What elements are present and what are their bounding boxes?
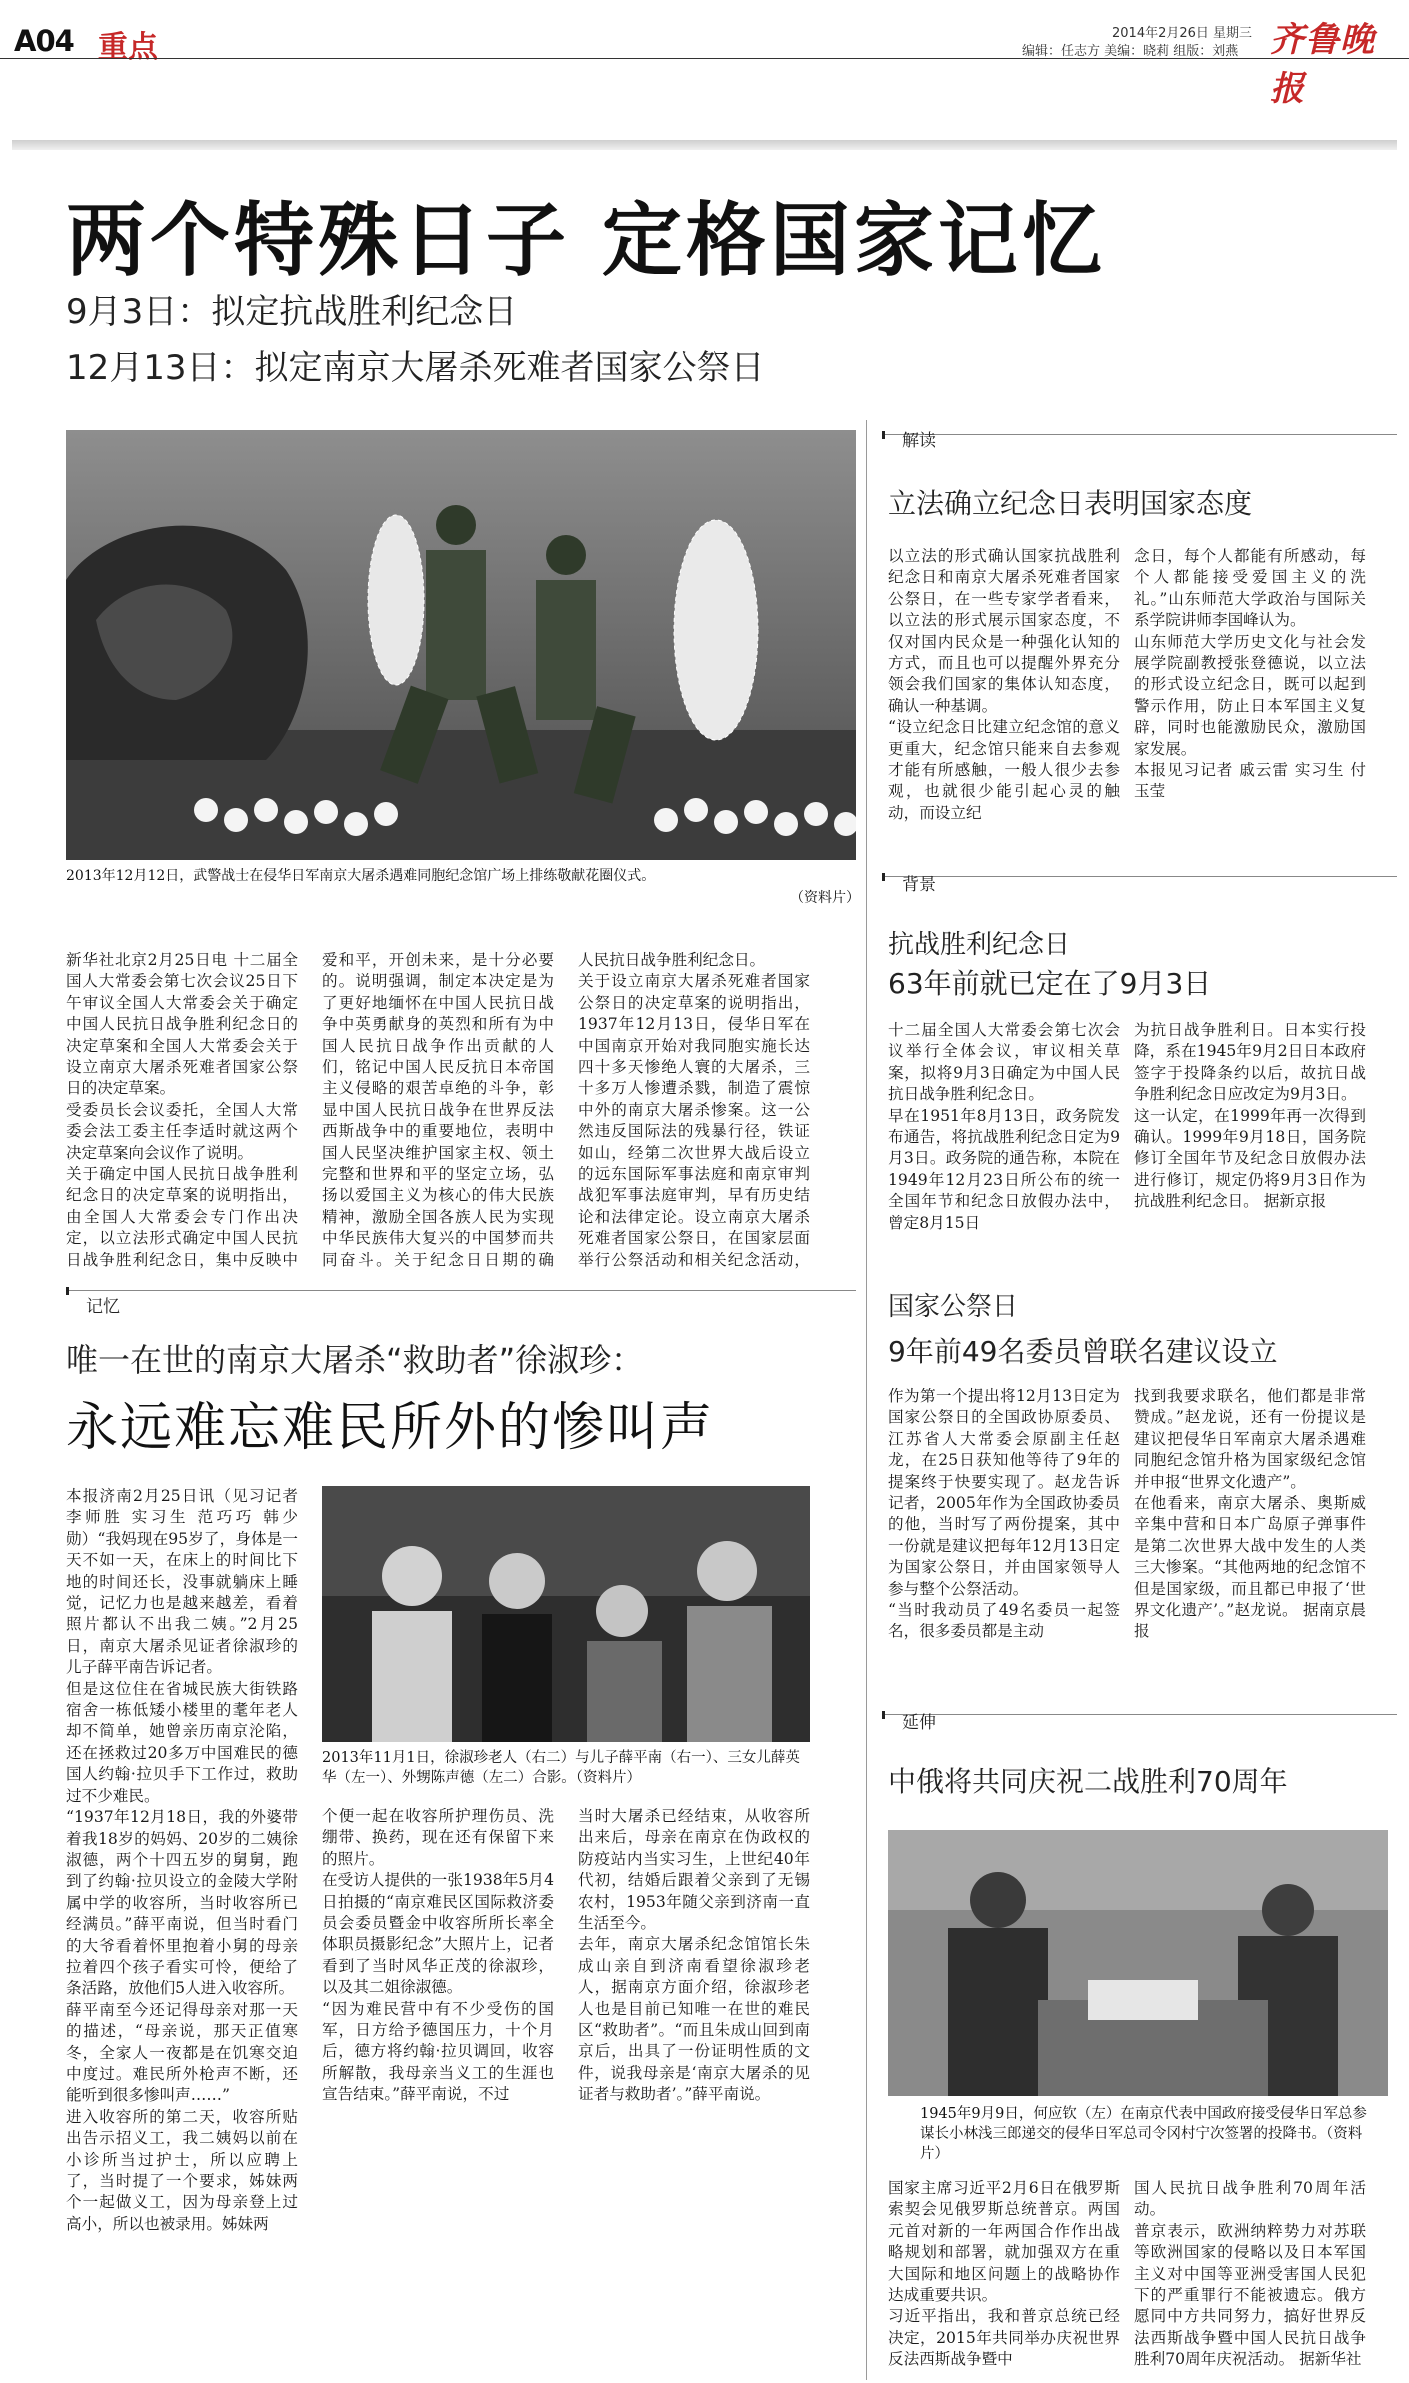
brand-logo: 齐鲁晚报	[1270, 20, 1375, 109]
memory-col-2: 个便一起在收容所护理伤员、洗绷带、换药，现在还有保留下来的照片。 在受访人提供的一张1938年5月4日拍摄的“南京难民区国际救济委员会委员暨金中收容所所长率全体职员摄影纪念”大照片上，记者看到了当时风华正茂的徐淑珍，以及其二姐徐淑德。 “因为难民营中有不少受伤的国军，日方给予德国压力，十个月后，德方将约翰·拉贝调回，收容所解散，我母亲当义工的生涯也宣告结束。”薛平南说，不过	[322, 1807, 554, 2104]
header-shadow-bar	[12, 140, 1397, 150]
memory-col-1: 本报济南2月25日讯（见习记者 李师胜 实习生 范巧巧 韩少勋）“我妈现在95岁了，身体是一天不如一天，在床上的时间比下地的时间还长，没事就躺床上睡觉，记忆力也是越来越差，看着照片都认不出我二姨。”2月25日，南京大屠杀见证者徐淑珍的儿子薛平南告诉记者。 但是这位住在省城民族大街铁路宿舍一栋低矮小楼里的耄年老人却不简单，她曾亲历南京沦陷，还在拯救过20多万中国难民的德国人约翰·拉贝手下工作过，救助过不少难民。 “1937年12月18日，我的外婆带着我18岁的妈妈、20岁的二姨徐淑德，两个十四五岁的舅舅，跑到了约翰·拉贝设立的金陵大学附属中学的收容所，当时收容所已经满员。”薛平南说，但当时看门的大爷看着怀里抱着小舅的母亲拉着四个孩子看实可怜，便给了条活路，放他们5人进入收容所。 薛平南至今还记得母亲对那一天的描述，“母亲说，那天正值寒冬，全家人一夜都是在饥寒交迫中度过。难民所外枪声不断，还能听到很多惨叫声……” 进入收容所的第二天，收容所贴出告示招义工，我二姨妈以前在小诊所当过护士，所以应聘上了，当时提了一个要求，姊妹两个一起做义工，因为母亲登上过高小，所以也被录用。姊妹两	[66, 1487, 298, 2233]
main-story-col-1: 新华社北京2月25日电 十二届全国人大常委会第七次会议25日下午审议全国人大常委会关于确定中国人民抗日战争胜利纪念日的决定草案和全国人大常委会关于设立南京大屠杀死难者国家公祭日的决定草案。 受委员长会议委托，全国人大常委会法工委主任李适时就这两个决定草案向会议作了说明。 关于确定中国人民抗日战争胜利纪念日的决定草案的说明指出，由全国人大常委会专门作出决定，以立法形式确定中国人民抗日战争胜利纪念日，集中反映中	[66, 951, 298, 1269]
main-story-col-2: 爱和平，开创未来，是十分必要的。说明强调，制定本决定是为了更好地缅怀在中国人民抗日战争中英勇献身的英烈和所有为中国人民抗日战争作出贡献的人们，铭记中国人民反抗日本帝国主义侵略的艰苦卓绝的斗争，彰显中国人民抗日战争在世界反法西斯战争中的重要地位，表明中国人民坚决维护国家主权、领土完整和世界和平的坚定立场，弘扬以爱国主义为核心的伟大民族精神，激励全国各族人民为实现中华民族伟大复兴的中国梦而共同奋斗。关于纪念日日期的确	[322, 951, 554, 1269]
memory-tag: 记忆	[86, 1297, 120, 1317]
surrender-ceremony-photo	[888, 1830, 1388, 2096]
memorial-kicker: 国家公祭日	[888, 1292, 1019, 1322]
reading-rule	[882, 434, 1397, 435]
background-col-1: 十二届全国人大常委会第七次会议举行全体会议，审议相关草案，拟将9月3日确定为中国人民抗日战争胜利纪念日。 早在1951年8月13日，政务院发布通告，将抗战胜利纪念日定为9月3日。政务院的通告称，本院在1949年12月23日所公布的统一全国年节和纪念日放假办法中，曾定8月15日	[888, 1021, 1120, 1232]
extension-col-2: 国人民抗日战争胜利70周年活动。 普京表示，欧洲纳粹势力对苏联等欧洲国家的侵略以及日本军国主义对中国等亚洲受害国人民犯下的严重罪行不能被遗忘。俄方愿同中方共同努力，搞好世界反法西斯战争暨中国人民抗日战争胜利70周年庆祝活动。 据新华社	[1134, 2179, 1366, 2369]
memorial-headline: 9年前49名委员曾联名建议设立	[888, 1335, 1278, 1368]
photo1-credit: （资料片）	[790, 890, 860, 906]
memory-col-3: 当时大屠杀已经结束，从收容所出来后，母亲在南京在伪政权的防疫站内当实习生，上世纪40年代初，结婚后跟着父亲到了无锡农村，1953年随父亲到济南一直生活至今。 去年，南京大屠杀纪念馆馆长朱成山亲自到济南看望徐淑珍老人，据南京方面介绍，徐淑珍老人也是目前已知唯一在世的难民区“救助者”。“而且朱成山回到南京后，出具了一份证明性质的文件，说我母亲是‘南京大屠杀的见证者与救助者’。”薛平南说。	[578, 1807, 810, 2104]
editor-credits: 编辑：任志方 美编：晓莉 组版：刘燕	[1022, 44, 1239, 59]
family-photo-caption: 2013年11月1日，徐淑珍老人（右二）与儿子薛平南（右一）、三女儿薛英华（左一）、外甥陈声德（左二）合影。（资料片）	[322, 1750, 800, 1786]
memorial-col-2: 找到我要求联名，他们都是非常赞成。”赵龙说，还有一份提议是建议把侵华日军南京大屠杀遇难同胞纪念馆升格为国家级纪念馆并申报“世界文化遗产”。 在他看来，南京大屠杀、奥斯威辛集中营和日本广岛原子弹事件是第二次世界大战中发生的人类三大惨案。“其他两地的纪念馆不但是国家级，而且都已申报了‘世界文化遗产’。”赵龙说。 据南京晨报	[1134, 1387, 1366, 1641]
masthead-rule	[0, 58, 1409, 59]
extension-tag: 延伸	[902, 1713, 936, 1733]
memory-rule	[66, 1290, 856, 1291]
page-number: A04	[14, 24, 74, 58]
deck-line-1: 9月3日：拟定抗战胜利纪念日	[66, 292, 518, 332]
reading-col-2: 念日，每个人都能有所感动，每个人都能接受爱国主义的洗礼。”山东师范大学政治与国际关系学院讲师李国峰认为。 山东师范大学历史文化与社会发展学院副教授张登德说，以立法的形式设立纪念日，既可以起到警示作用，防止日本军国主义复辟，同时也能激励民众，激励国家发展。 本报见习记者 戚云雷 实习生 付玉莹	[1134, 547, 1366, 801]
background-tag-bar	[882, 873, 885, 881]
photo1-caption: 2013年12月12日，武警战士在侵华日军南京大屠杀遇难同胞纪念馆广场上排练敬献花圈仪式。	[66, 868, 656, 884]
deck-line-2: 12月13日：拟定南京大屠杀死难者国家公祭日	[66, 348, 765, 388]
main-headline: 两个特殊日子 定格国家记忆	[66, 194, 1106, 287]
xu-shuzhen-family-photo	[322, 1486, 810, 1742]
date-line: 2014年2月26日 星期三	[1112, 26, 1253, 41]
memory-kicker: 唯一在世的南京大屠杀“救助者”徐淑珍：	[66, 1341, 644, 1379]
memory-tag-bar	[66, 1287, 69, 1295]
memory-headline: 永远难忘难民所外的惨叫声	[66, 1398, 715, 1458]
wreath-ceremony-photo	[66, 430, 856, 860]
reading-tag: 解读	[902, 431, 936, 451]
extension-tag-bar	[882, 1711, 885, 1719]
background-headline: 63年前就已定在了9月3日	[888, 967, 1212, 1000]
extension-col-1: 国家主席习近平2月6日在俄罗斯索契会见俄罗斯总统普京。两国元首对新的一年两国合作作出战略规划和部署，就加强双方在重大国际和地区问题上的战略协作达成重要共识。 习近平指出，我和普京总统已经决定，2015年共同举办庆祝世界反法西斯战争暨中	[888, 2179, 1120, 2369]
main-story-col-3: 人民抗日战争胜利纪念日。 关于设立南京大屠杀死难者国家公祭日的决定草案的说明指出，1937年12月13日，侵华日军在中国南京开始对我同胞实施长达四十多天惨绝人寰的大屠杀，三十多万人惨遭杀戮，制造了震惊中外的南京大屠杀惨案。这一公然违反国际法的残暴行径，铁证如山，经第二次世界大战后设立的远东国际军事法庭和南京审判战犯军事法庭审判，早有历史结论和法律定论。设立南京大屠杀死难者国家公祭日，在国家层面举行公祭活动和相关纪念活动，	[578, 951, 810, 1269]
section-label: 重点	[98, 30, 158, 65]
reading-tag-bar	[882, 431, 885, 439]
surrender-photo-caption: 1945年9月9日，何应钦（左）在南京代表中国政府接受侵华日军总参谋长小林浅三郎递交的侵华日军总司令冈村宁次签署的投降书。（资料片）	[920, 2106, 1367, 2162]
background-tag: 背景	[902, 875, 936, 895]
center-divider	[866, 420, 867, 2380]
background-rule	[882, 876, 1397, 877]
background-col-2: 为抗日战争胜利日。日本实行投降，系在1945年9月2日日本政府签字于投降条约以后，故抗日战争胜利纪念日应改定为9月3日。 这一认定，在1999年再一次得到确认。1999年9月18日，国务院修订全国年节及纪念日放假办法进行修订，规定仍将9月3日作为抗战胜利纪念日。 据新京报	[1134, 1021, 1366, 1211]
background-kicker: 抗战胜利纪念日	[888, 930, 1071, 960]
extension-rule	[882, 1714, 1397, 1715]
reading-headline: 立法确立纪念日表明国家态度	[888, 487, 1253, 520]
memorial-col-1: 作为第一个提出将12月13日定为国家公祭日的全国政协原委员、江苏省人大常委会原副主任赵龙，在25日获知他等待了9年的提案终于快要实现了。赵龙告诉记者，2005年作为全国政协委员的他，当时写了两份提案，其中一份就是建议把每年12月13日定为国家公祭日，并由国家领导人参与整个公祭活动。 “当时我动员了49名委员一起签名，很多委员都是主动	[888, 1387, 1120, 1641]
reading-col-1: 以立法的形式确认国家抗战胜利纪念日和南京大屠杀死难者国家公祭日，在一些专家学者看来，以立法的形式展示国家态度，不仅对国内民众是一种强化认知的方式，而且也可以提醒外界充分领会我们国家的集体认知态度，确认一种基调。 “设立纪念日比建立纪念馆的意义更重大，纪念馆只能来自去参观才能有所感触，一般人很少去参观，也就很少能引起心灵的触动，而设立纪	[888, 547, 1120, 822]
extension-headline: 中俄将共同庆祝二战胜利70周年	[888, 1765, 1288, 1798]
